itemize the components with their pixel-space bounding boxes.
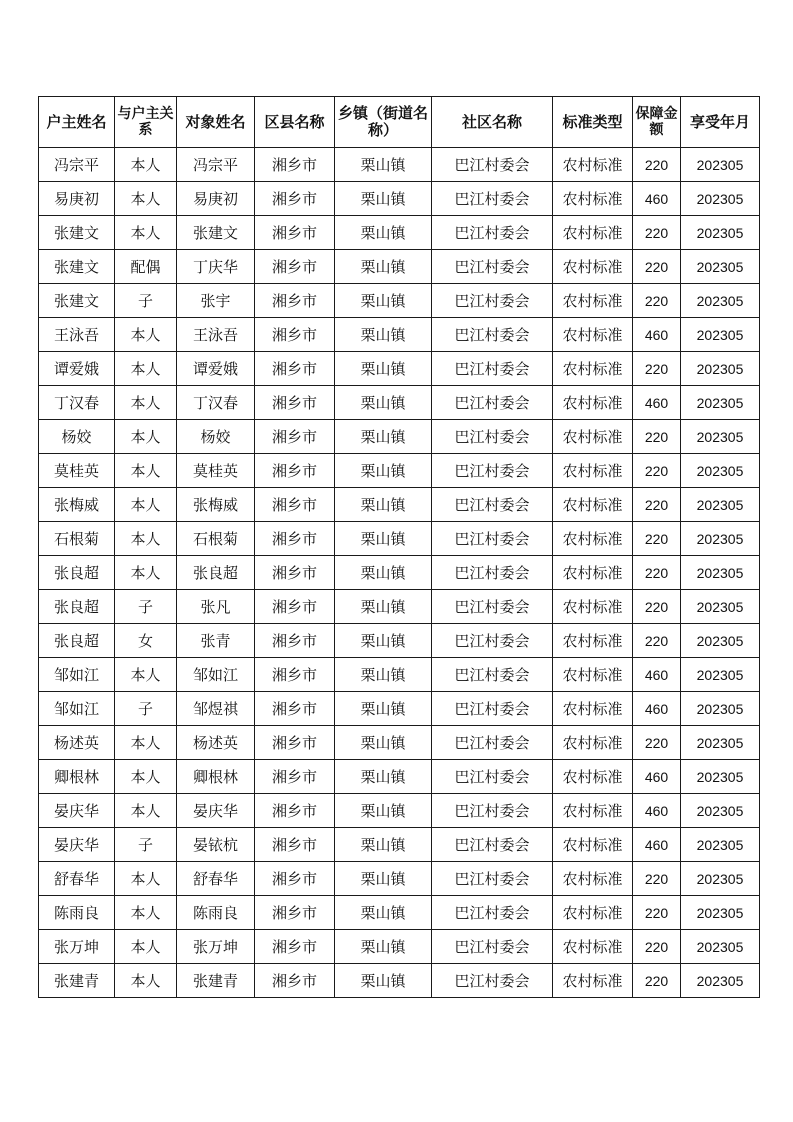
amount-cell: 220 <box>633 216 681 250</box>
relation-cell: 本人 <box>115 386 177 420</box>
relation-cell: 配偶 <box>115 250 177 284</box>
header-period: 享受年月 <box>681 97 760 148</box>
amount-cell: 220 <box>633 964 681 998</box>
county-cell: 湘乡市 <box>255 556 335 590</box>
table-row <box>39 522 760 556</box>
household-head-cell: 张良超 <box>39 624 115 658</box>
county-cell: 湘乡市 <box>255 250 335 284</box>
relation-cell: 本人 <box>115 556 177 590</box>
standard-type-cell: 农村标准 <box>553 386 633 420</box>
period-cell: 202305 <box>681 284 760 318</box>
county-cell: 湘乡市 <box>255 658 335 692</box>
table-row <box>39 148 760 182</box>
relation-cell: 子 <box>115 590 177 624</box>
community-cell: 巴江村委会 <box>432 284 553 318</box>
relation-cell: 本人 <box>115 454 177 488</box>
household-head-cell: 卿根林 <box>39 760 115 794</box>
table-row <box>39 930 760 964</box>
table-row <box>39 284 760 318</box>
standard-type-cell: 农村标准 <box>553 590 633 624</box>
period-cell: 202305 <box>681 318 760 352</box>
standard-type-cell: 农村标准 <box>553 250 633 284</box>
community-cell: 巴江村委会 <box>432 862 553 896</box>
relation-cell: 子 <box>115 828 177 862</box>
subject-name-cell: 晏铱杭 <box>177 828 255 862</box>
subject-name-cell: 邹煜祺 <box>177 692 255 726</box>
town-cell: 栗山镇 <box>335 182 432 216</box>
standard-type-cell: 农村标准 <box>553 862 633 896</box>
amount-cell: 220 <box>633 522 681 556</box>
town-cell: 栗山镇 <box>335 148 432 182</box>
county-cell: 湘乡市 <box>255 386 335 420</box>
county-cell: 湘乡市 <box>255 590 335 624</box>
county-cell: 湘乡市 <box>255 828 335 862</box>
period-cell: 202305 <box>681 658 760 692</box>
amount-cell: 460 <box>633 386 681 420</box>
county-cell: 湘乡市 <box>255 862 335 896</box>
relation-cell: 本人 <box>115 862 177 896</box>
subject-name-cell: 卿根林 <box>177 760 255 794</box>
period-cell: 202305 <box>681 556 760 590</box>
amount-cell: 220 <box>633 930 681 964</box>
community-cell: 巴江村委会 <box>432 454 553 488</box>
standard-type-cell: 农村标准 <box>553 794 633 828</box>
amount-cell: 220 <box>633 352 681 386</box>
subject-name-cell: 张宇 <box>177 284 255 318</box>
household-head-cell: 张建文 <box>39 216 115 250</box>
table-row <box>39 386 760 420</box>
table-row <box>39 250 760 284</box>
town-cell: 栗山镇 <box>335 318 432 352</box>
subject-name-cell: 张建文 <box>177 216 255 250</box>
amount-cell: 460 <box>633 658 681 692</box>
community-cell: 巴江村委会 <box>432 692 553 726</box>
town-cell: 栗山镇 <box>335 964 432 998</box>
community-cell: 巴江村委会 <box>432 386 553 420</box>
household-head-cell: 石根菊 <box>39 522 115 556</box>
household-head-cell: 冯宗平 <box>39 148 115 182</box>
community-cell: 巴江村委会 <box>432 590 553 624</box>
amount-cell: 220 <box>633 488 681 522</box>
period-cell: 202305 <box>681 182 760 216</box>
period-cell: 202305 <box>681 488 760 522</box>
relation-cell: 本人 <box>115 964 177 998</box>
beneficiary-table <box>38 96 760 998</box>
county-cell: 湘乡市 <box>255 352 335 386</box>
subject-name-cell: 易庚初 <box>177 182 255 216</box>
header-household-head: 户主姓名 <box>39 97 115 148</box>
town-cell: 栗山镇 <box>335 624 432 658</box>
community-cell: 巴江村委会 <box>432 488 553 522</box>
table-row <box>39 352 760 386</box>
period-cell: 202305 <box>681 760 760 794</box>
household-head-cell: 张建青 <box>39 964 115 998</box>
town-cell: 栗山镇 <box>335 556 432 590</box>
relation-cell: 子 <box>115 284 177 318</box>
header-community: 社区名称 <box>432 97 553 148</box>
county-cell: 湘乡市 <box>255 522 335 556</box>
header-county: 区县名称 <box>255 97 335 148</box>
standard-type-cell: 农村标准 <box>553 556 633 590</box>
table-header-row <box>39 97 760 148</box>
amount-cell: 460 <box>633 828 681 862</box>
county-cell: 湘乡市 <box>255 216 335 250</box>
town-cell: 栗山镇 <box>335 250 432 284</box>
county-cell: 湘乡市 <box>255 794 335 828</box>
household-head-cell: 张万坤 <box>39 930 115 964</box>
standard-type-cell: 农村标准 <box>553 658 633 692</box>
amount-cell: 220 <box>633 726 681 760</box>
subject-name-cell: 杨述英 <box>177 726 255 760</box>
amount-cell: 220 <box>633 250 681 284</box>
community-cell: 巴江村委会 <box>432 352 553 386</box>
amount-cell: 460 <box>633 692 681 726</box>
community-cell: 巴江村委会 <box>432 828 553 862</box>
household-head-cell: 舒春华 <box>39 862 115 896</box>
subject-name-cell: 杨姣 <box>177 420 255 454</box>
table-body <box>39 148 760 998</box>
community-cell: 巴江村委会 <box>432 726 553 760</box>
town-cell: 栗山镇 <box>335 488 432 522</box>
household-head-cell: 莫桂英 <box>39 454 115 488</box>
amount-cell: 220 <box>633 862 681 896</box>
standard-type-cell: 农村标准 <box>553 692 633 726</box>
table-row <box>39 556 760 590</box>
county-cell: 湘乡市 <box>255 454 335 488</box>
town-cell: 栗山镇 <box>335 862 432 896</box>
household-head-cell: 丁汉春 <box>39 386 115 420</box>
amount-cell: 460 <box>633 794 681 828</box>
town-cell: 栗山镇 <box>335 760 432 794</box>
household-head-cell: 邹如江 <box>39 692 115 726</box>
community-cell: 巴江村委会 <box>432 556 553 590</box>
subject-name-cell: 张万坤 <box>177 930 255 964</box>
household-head-cell: 邹如江 <box>39 658 115 692</box>
subject-name-cell: 丁汉春 <box>177 386 255 420</box>
standard-type-cell: 农村标准 <box>553 318 633 352</box>
household-head-cell: 张建文 <box>39 250 115 284</box>
header-amount: 保障金额 <box>633 97 681 148</box>
relation-cell: 本人 <box>115 216 177 250</box>
table-row <box>39 454 760 488</box>
town-cell: 栗山镇 <box>335 284 432 318</box>
amount-cell: 220 <box>633 896 681 930</box>
standard-type-cell: 农村标准 <box>553 352 633 386</box>
town-cell: 栗山镇 <box>335 692 432 726</box>
town-cell: 栗山镇 <box>335 386 432 420</box>
relation-cell: 子 <box>115 692 177 726</box>
subject-name-cell: 陈雨良 <box>177 896 255 930</box>
amount-cell: 220 <box>633 454 681 488</box>
subject-name-cell: 丁庆华 <box>177 250 255 284</box>
header-town: 乡镇（街道名称） <box>335 97 432 148</box>
table-row <box>39 760 760 794</box>
town-cell: 栗山镇 <box>335 454 432 488</box>
community-cell: 巴江村委会 <box>432 624 553 658</box>
subject-name-cell: 王泳吾 <box>177 318 255 352</box>
relation-cell: 本人 <box>115 352 177 386</box>
period-cell: 202305 <box>681 896 760 930</box>
town-cell: 栗山镇 <box>335 930 432 964</box>
household-head-cell: 张良超 <box>39 556 115 590</box>
period-cell: 202305 <box>681 828 760 862</box>
table-row <box>39 726 760 760</box>
table-row <box>39 692 760 726</box>
household-head-cell: 杨述英 <box>39 726 115 760</box>
town-cell: 栗山镇 <box>335 352 432 386</box>
table-row <box>39 794 760 828</box>
period-cell: 202305 <box>681 964 760 998</box>
period-cell: 202305 <box>681 726 760 760</box>
county-cell: 湘乡市 <box>255 930 335 964</box>
period-cell: 202305 <box>681 250 760 284</box>
town-cell: 栗山镇 <box>335 420 432 454</box>
county-cell: 湘乡市 <box>255 488 335 522</box>
town-cell: 栗山镇 <box>335 658 432 692</box>
county-cell: 湘乡市 <box>255 896 335 930</box>
subject-name-cell: 张建青 <box>177 964 255 998</box>
community-cell: 巴江村委会 <box>432 216 553 250</box>
community-cell: 巴江村委会 <box>432 182 553 216</box>
subject-name-cell: 晏庆华 <box>177 794 255 828</box>
subject-name-cell: 石根菊 <box>177 522 255 556</box>
period-cell: 202305 <box>681 692 760 726</box>
standard-type-cell: 农村标准 <box>553 488 633 522</box>
amount-cell: 220 <box>633 284 681 318</box>
relation-cell: 本人 <box>115 930 177 964</box>
relation-cell: 本人 <box>115 896 177 930</box>
town-cell: 栗山镇 <box>335 896 432 930</box>
county-cell: 湘乡市 <box>255 760 335 794</box>
header-relation: 与户主关系 <box>115 97 177 148</box>
household-head-cell: 晏庆华 <box>39 828 115 862</box>
subject-name-cell: 冯宗平 <box>177 148 255 182</box>
header-subject-name: 对象姓名 <box>177 97 255 148</box>
subject-name-cell: 莫桂英 <box>177 454 255 488</box>
relation-cell: 本人 <box>115 726 177 760</box>
household-head-cell: 陈雨良 <box>39 896 115 930</box>
period-cell: 202305 <box>681 522 760 556</box>
period-cell: 202305 <box>681 386 760 420</box>
standard-type-cell: 农村标准 <box>553 964 633 998</box>
county-cell: 湘乡市 <box>255 726 335 760</box>
standard-type-cell: 农村标准 <box>553 522 633 556</box>
table-row <box>39 182 760 216</box>
county-cell: 湘乡市 <box>255 964 335 998</box>
table-row <box>39 862 760 896</box>
county-cell: 湘乡市 <box>255 420 335 454</box>
period-cell: 202305 <box>681 590 760 624</box>
county-cell: 湘乡市 <box>255 182 335 216</box>
household-head-cell: 张良超 <box>39 590 115 624</box>
community-cell: 巴江村委会 <box>432 148 553 182</box>
relation-cell: 本人 <box>115 420 177 454</box>
community-cell: 巴江村委会 <box>432 318 553 352</box>
community-cell: 巴江村委会 <box>432 896 553 930</box>
relation-cell: 本人 <box>115 658 177 692</box>
community-cell: 巴江村委会 <box>432 794 553 828</box>
table-row <box>39 658 760 692</box>
relation-cell: 本人 <box>115 794 177 828</box>
standard-type-cell: 农村标准 <box>553 726 633 760</box>
period-cell: 202305 <box>681 216 760 250</box>
community-cell: 巴江村委会 <box>432 760 553 794</box>
community-cell: 巴江村委会 <box>432 658 553 692</box>
amount-cell: 220 <box>633 148 681 182</box>
standard-type-cell: 农村标准 <box>553 828 633 862</box>
table-row <box>39 318 760 352</box>
relation-cell: 女 <box>115 624 177 658</box>
town-cell: 栗山镇 <box>335 794 432 828</box>
community-cell: 巴江村委会 <box>432 522 553 556</box>
amount-cell: 220 <box>633 420 681 454</box>
standard-type-cell: 农村标准 <box>553 760 633 794</box>
table-row <box>39 624 760 658</box>
table-row <box>39 896 760 930</box>
town-cell: 栗山镇 <box>335 828 432 862</box>
amount-cell: 460 <box>633 760 681 794</box>
amount-cell: 220 <box>633 590 681 624</box>
standard-type-cell: 农村标准 <box>553 896 633 930</box>
table-row <box>39 828 760 862</box>
standard-type-cell: 农村标准 <box>553 148 633 182</box>
period-cell: 202305 <box>681 794 760 828</box>
household-head-cell: 谭爱娥 <box>39 352 115 386</box>
county-cell: 湘乡市 <box>255 284 335 318</box>
standard-type-cell: 农村标准 <box>553 930 633 964</box>
subject-name-cell: 舒春华 <box>177 862 255 896</box>
table-row <box>39 590 760 624</box>
subject-name-cell: 张青 <box>177 624 255 658</box>
household-head-cell: 晏庆华 <box>39 794 115 828</box>
amount-cell: 460 <box>633 182 681 216</box>
community-cell: 巴江村委会 <box>432 250 553 284</box>
standard-type-cell: 农村标准 <box>553 624 633 658</box>
town-cell: 栗山镇 <box>335 726 432 760</box>
town-cell: 栗山镇 <box>335 522 432 556</box>
town-cell: 栗山镇 <box>335 590 432 624</box>
standard-type-cell: 农村标准 <box>553 454 633 488</box>
period-cell: 202305 <box>681 352 760 386</box>
household-head-cell: 张建文 <box>39 284 115 318</box>
table-row <box>39 216 760 250</box>
standard-type-cell: 农村标准 <box>553 182 633 216</box>
amount-cell: 460 <box>633 318 681 352</box>
subject-name-cell: 张凡 <box>177 590 255 624</box>
county-cell: 湘乡市 <box>255 148 335 182</box>
county-cell: 湘乡市 <box>255 692 335 726</box>
subject-name-cell: 张梅威 <box>177 488 255 522</box>
table-row <box>39 488 760 522</box>
standard-type-cell: 农村标准 <box>553 216 633 250</box>
table-row <box>39 964 760 998</box>
relation-cell: 本人 <box>115 760 177 794</box>
header-standard-type: 标准类型 <box>553 97 633 148</box>
standard-type-cell: 农村标准 <box>553 420 633 454</box>
community-cell: 巴江村委会 <box>432 420 553 454</box>
subject-name-cell: 谭爱娥 <box>177 352 255 386</box>
period-cell: 202305 <box>681 930 760 964</box>
household-head-cell: 王泳吾 <box>39 318 115 352</box>
amount-cell: 220 <box>633 624 681 658</box>
community-cell: 巴江村委会 <box>432 930 553 964</box>
period-cell: 202305 <box>681 420 760 454</box>
household-head-cell: 杨姣 <box>39 420 115 454</box>
community-cell: 巴江村委会 <box>432 964 553 998</box>
county-cell: 湘乡市 <box>255 318 335 352</box>
amount-cell: 220 <box>633 556 681 590</box>
subject-name-cell: 邹如江 <box>177 658 255 692</box>
period-cell: 202305 <box>681 624 760 658</box>
household-head-cell: 张梅威 <box>39 488 115 522</box>
period-cell: 202305 <box>681 454 760 488</box>
subject-name-cell: 张良超 <box>177 556 255 590</box>
relation-cell: 本人 <box>115 318 177 352</box>
relation-cell: 本人 <box>115 148 177 182</box>
household-head-cell: 易庚初 <box>39 182 115 216</box>
period-cell: 202305 <box>681 862 760 896</box>
period-cell: 202305 <box>681 148 760 182</box>
standard-type-cell: 农村标准 <box>553 284 633 318</box>
relation-cell: 本人 <box>115 522 177 556</box>
relation-cell: 本人 <box>115 182 177 216</box>
table-row <box>39 420 760 454</box>
county-cell: 湘乡市 <box>255 624 335 658</box>
relation-cell: 本人 <box>115 488 177 522</box>
town-cell: 栗山镇 <box>335 216 432 250</box>
